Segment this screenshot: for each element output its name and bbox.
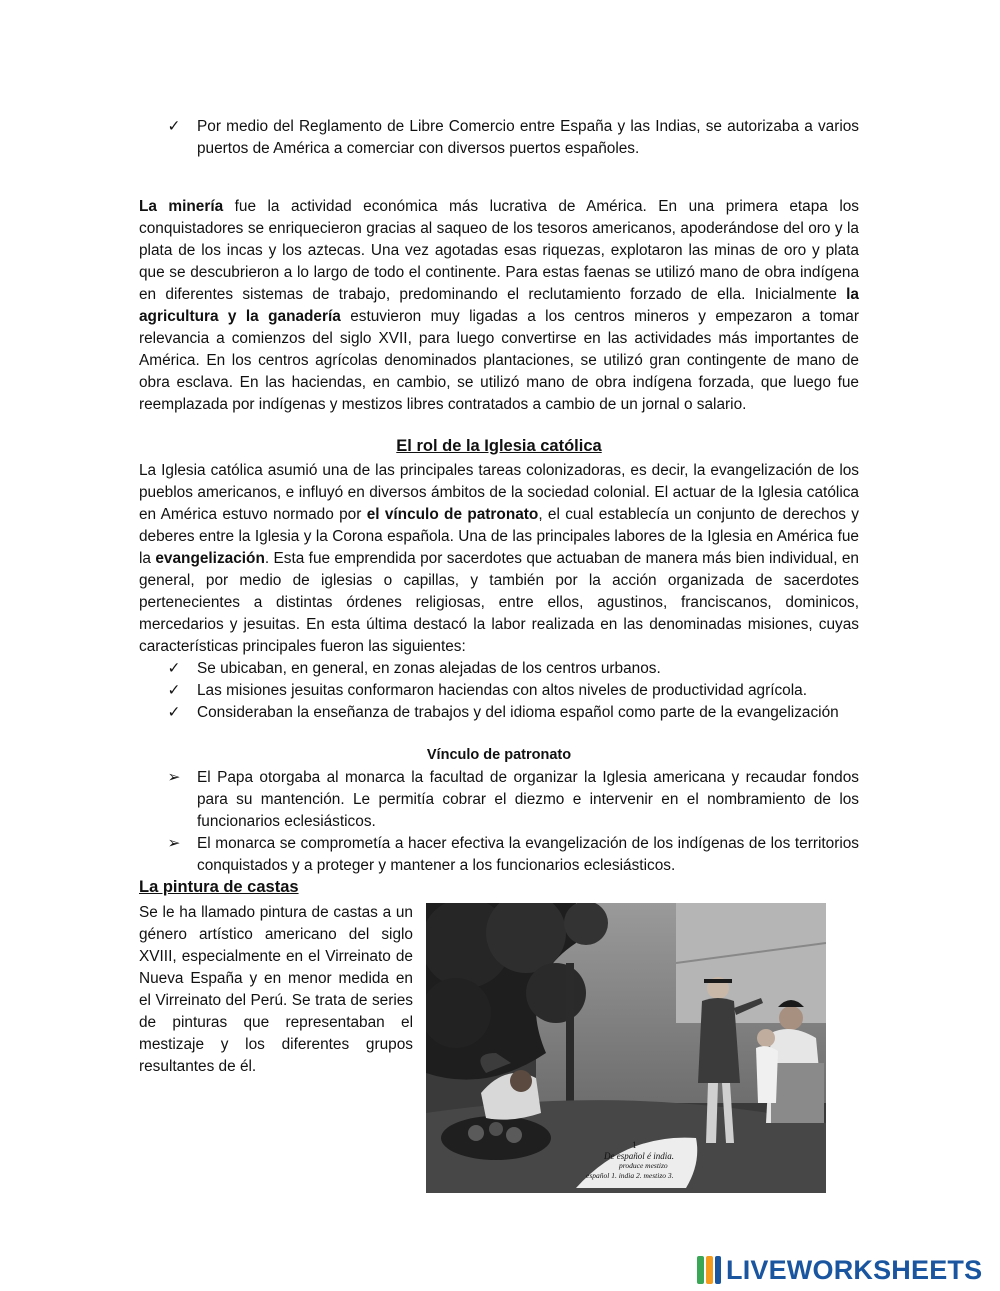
liveworksheets-logo-icon (696, 1255, 722, 1285)
patronato-heading: Vínculo de patronato (426, 747, 572, 763)
patronato-bullet (163, 767, 859, 833)
patronato-bullet-list (163, 767, 859, 877)
logo-text: LIVEWORKSHEETS (726, 1254, 983, 1285)
check-icon: ✓ (167, 118, 181, 135)
castas-paragraph: Se le ha llamado pintura de castas a un género artístico americano del siglo XVIII, especialmente en el Virreinato de Nueva España y en menor medida en el Virreinato del Perú. Se trata de series de pinturas que representaban el mestizaje y los diferentes grupos resultantes de él. (139, 904, 413, 1075)
arrow-icon: ➢ (167, 769, 181, 786)
patronato-bold: el vínculo de patronato (366, 506, 539, 523)
church-paragraph (139, 460, 859, 658)
mission-bullet-text: Las misiones jesuitas conformaron haciendas con altos niveles de productividad agrícola. (197, 682, 807, 699)
church-heading: El rol de la Iglesia católica (396, 437, 602, 455)
cartouche-line-3: español 1. india 2. mestizo 3. (586, 1171, 674, 1180)
mission-bullet (163, 702, 859, 724)
liveworksheets-logo[interactable] (696, 1254, 982, 1286)
mission-bullet-list (163, 658, 859, 724)
mining-paragraph (139, 196, 859, 416)
agri-bold: la agricultura y la ganadería (139, 286, 859, 325)
intro-bullet-text: Por medio del Reglamento de Libre Comercio entre España y las Indias, se autorizaba a varios puertos de América a comerciar con diversos puertos españoles. (197, 118, 859, 157)
intro-bullet (163, 116, 859, 160)
casta-painting (426, 903, 826, 1193)
mining-lead: La minería (139, 198, 224, 215)
check-icon: ✓ (167, 682, 181, 699)
church-text-2: , el cual establecía un conjunto de derechos y deberes entre la Iglesia y la Corona española. Una de las principales labores de la Iglesia en América fue la (139, 506, 860, 567)
cartouche-number: 1 (632, 1140, 637, 1150)
mission-bullet (163, 680, 859, 702)
mission-bullet-text: Se ubicaban, en general, en zonas alejadas de los centros urbanos. (197, 660, 661, 677)
patronato-bullet-text: El Papa otorgaba al monarca la facultad de organizar la Iglesia americana y recaudar fondos para su mantención. Le permitía cobrar el diezmo e intervenir en el nombramiento de los funcionarios eclesiásticos. (197, 769, 859, 830)
castas-heading: La pintura de castas (139, 878, 299, 896)
check-icon: ✓ (167, 660, 181, 677)
patronato-bullet (163, 833, 859, 877)
mining-text-2: estuvieron muy ligadas a los centros mineros y empezaron a tomar relevancia a comienzos del siglo XVII, para luego convertirse en las actividades más importantes de América. En los centros agrícolas denominados plantaciones, se utilizó gran contingente de mano de obra esclava. En las haciendas, en cambio, se utilizó mano de obra indígena forzada, que luego fue reemplazada por indígenas y mestizos libres contratados a cambio de un jornal o salario. (139, 308, 859, 413)
check-icon: ✓ (167, 704, 181, 721)
evangelizacion-bold: evangelización (155, 550, 265, 567)
mission-bullet (163, 658, 859, 680)
patronato-bullet-text: El monarca se comprometía a hacer efectiva la evangelización de los indígenas de los territorios conquistados y a proteger y mantener a los funcionarios eclesiásticos. (197, 835, 859, 874)
cartouche-line-1: De español é india. (604, 1151, 674, 1161)
arrow-icon: ➢ (167, 835, 181, 852)
church-text-1: La Iglesia católica asumió una de las principales tareas colonizadoras, es decir, la evangelización de los pueblos americanos, e influyó en diversos ámbitos de la sociedad colonial. El actuar de la Iglesia católica en América estuvo normado por (139, 462, 859, 523)
intro-bullet-list (163, 116, 859, 160)
casta-painting-image (426, 903, 826, 1193)
mission-bullet-text: Consideraban la enseñanza de trabajos y del idioma español como parte de la evangelización (197, 704, 839, 721)
mining-text-1: fue la actividad económica más lucrativa de América. En una primera etapa los conquistadores se enriquecieron gracias al saqueo de los tesoros americanos, apoderándose del oro y la plata de los incas y los aztecas. Una vez agotadas esas riquezas, explotaron las minas de oro y plata que se descubrieron a lo largo de todo el continente. Para estas faenas se utilizó mano de obra indígena en diferentes sistemas de trabajo, predominando el reclutamiento forzado de ella. Inicialmente (139, 198, 859, 303)
church-text-3: . Esta fue emprendida por sacerdotes que actuaban de manera más bien individual, en general, por medio de iglesias o capillas, y también por la acción organizada de sacerdotes pertenecientes a distintas órdenes religiosas, entre ellos, agustinos, franciscanos, dominicos, mercedarios y jesuitas. En esta última destacó la labor realizada en las denominadas misiones, cuyas características principales fueron las siguientes: (139, 550, 859, 655)
cartouche-line-2: produce mestizo (619, 1161, 668, 1170)
